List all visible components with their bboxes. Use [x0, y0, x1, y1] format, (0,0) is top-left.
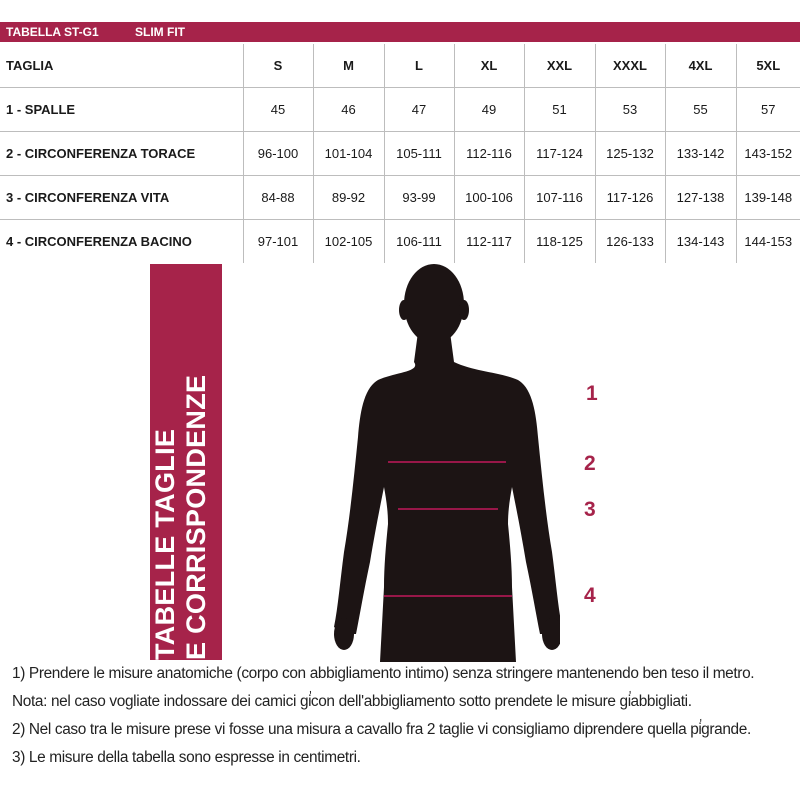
table-cell: 84-88 — [243, 176, 313, 220]
column-header: TAGLIA — [0, 44, 243, 88]
silhouette-shape — [334, 264, 560, 662]
table-cell: 112-117 — [454, 220, 524, 264]
note-line: Nota: nel caso vogliate indossare dei camici giࠠcon dell'abbigliamento sotto prendete le misure giࠠabbigliati. — [12, 693, 692, 710]
table-cell: 139-148 — [736, 176, 800, 220]
table-row — [0, 176, 800, 220]
table-cell: 57 — [736, 88, 800, 132]
row-label: 2 - CIRCONFERENZA TORACE — [0, 132, 243, 176]
note-line: 3) Le misure della tabella sono espresse in centimetri. — [12, 749, 361, 766]
table-cell: 125-132 — [595, 132, 665, 176]
table-cell: 53 — [595, 88, 665, 132]
table-row — [0, 220, 800, 264]
table-cell: 101-104 — [313, 132, 384, 176]
side-label-line-1: TABELLE TAGLIE — [150, 428, 180, 660]
marker-4: 4 — [584, 584, 596, 607]
size-table — [0, 44, 800, 263]
side-label — [150, 264, 222, 660]
table-cell: 112-116 — [454, 132, 524, 176]
table-cell: 133-142 — [665, 132, 736, 176]
note-line: 1) Prendere le misure anatomiche (corpo con abbigliamento intimo) senza stringere mantenendo ben teso il metro. — [12, 665, 755, 682]
marker-3: 3 — [584, 498, 596, 521]
notes — [12, 660, 798, 772]
table-cell: 45 — [243, 88, 313, 132]
table-cell: 126-133 — [595, 220, 665, 264]
row-label: 3 - CIRCONFERENZA VITA — [0, 176, 243, 220]
column-header: 4XL — [665, 44, 736, 88]
note-line: 2) Nel caso tra le misure prese vi fosse una misura a cavallo fra 2 taglie vi consigliamo diprendere quella piࠠgrande. — [12, 721, 751, 738]
column-header: XL — [454, 44, 524, 88]
table-cell: 93-99 — [384, 176, 454, 220]
column-header: 5XL — [736, 44, 800, 88]
table-cell: 117-126 — [595, 176, 665, 220]
fit-label: SLIM FIT — [135, 25, 185, 39]
table-cell: 55 — [665, 88, 736, 132]
table-row — [0, 88, 800, 132]
column-header: L — [384, 44, 454, 88]
row-label: 4 - CIRCONFERENZA BACINO — [0, 220, 243, 264]
table-cell: 106-111 — [384, 220, 454, 264]
column-header: XXL — [524, 44, 595, 88]
column-header: XXXL — [595, 44, 665, 88]
body-silhouette — [300, 262, 560, 662]
table-row — [0, 132, 800, 176]
table-header-row — [0, 44, 800, 88]
table-cell: 144-153 — [736, 220, 800, 264]
marker-2: 2 — [584, 452, 596, 475]
table-cell: 96-100 — [243, 132, 313, 176]
table-name: TABELLA ST-G1 — [6, 25, 99, 39]
column-header: S — [243, 44, 313, 88]
table-cell: 46 — [313, 88, 384, 132]
side-label-line-2: E CORRISPONDENZE — [181, 374, 211, 660]
table-cell: 127-138 — [665, 176, 736, 220]
table-cell: 117-124 — [524, 132, 595, 176]
table-cell: 107-116 — [524, 176, 595, 220]
marker-1: 1 — [586, 382, 598, 405]
table-cell: 89-92 — [313, 176, 384, 220]
table-cell: 102-105 — [313, 220, 384, 264]
column-header: M — [313, 44, 384, 88]
table-cell: 134-143 — [665, 220, 736, 264]
table-cell: 97-101 — [243, 220, 313, 264]
table-cell: 47 — [384, 88, 454, 132]
table-header-bar — [0, 22, 800, 42]
table-cell: 51 — [524, 88, 595, 132]
row-label: 1 - SPALLE — [0, 88, 243, 132]
table-cell: 105-111 — [384, 132, 454, 176]
table-cell: 49 — [454, 88, 524, 132]
table-cell: 118-125 — [524, 220, 595, 264]
table-cell: 100-106 — [454, 176, 524, 220]
table-cell: 143-152 — [736, 132, 800, 176]
